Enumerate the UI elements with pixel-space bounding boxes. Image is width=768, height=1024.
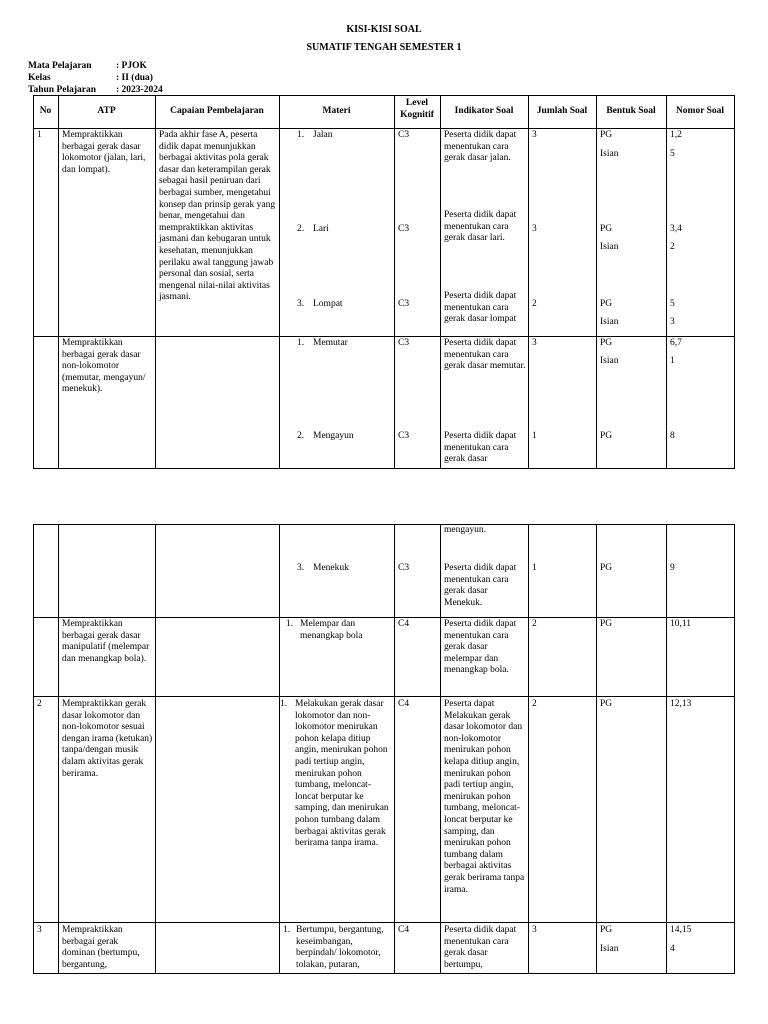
cell-indikator: Peserta didik dapat menentukan cara gerak dasar melempar dan menangkap bola. bbox=[444, 619, 517, 676]
header-no: No bbox=[39, 106, 52, 116]
cell-materi-num: 1. bbox=[297, 338, 305, 348]
cell-no: 3 bbox=[37, 925, 42, 935]
cell-level: C3 bbox=[398, 224, 410, 234]
cell-materi-num: 1. bbox=[283, 925, 291, 935]
cell-bentuk: Isian bbox=[600, 242, 619, 252]
cell-bentuk: PG bbox=[600, 338, 613, 348]
cell-materi-num: 1. bbox=[280, 699, 288, 709]
meta-value: : PJOK bbox=[116, 61, 147, 71]
cell-bentuk: PG bbox=[600, 431, 613, 441]
grid-line bbox=[58, 95, 59, 469]
cell-atp: Mempraktikkan berbagai gerak dasar manipulatif (melempar dan menangkap bola). bbox=[62, 619, 150, 664]
cell-nomor: 8 bbox=[670, 431, 675, 441]
grid-line bbox=[734, 95, 735, 469]
cell-materi: Memutar bbox=[313, 338, 348, 348]
cell-bentuk: PG bbox=[600, 925, 613, 935]
cell-atp: Mempraktikkan gerak dasar lokomotor dan non-lokomotor sesuai dengan irama (ketukan) tanpa/dengan musik dalam aktivitas gerak berirama. bbox=[62, 699, 153, 779]
header-bentuk: Bentuk Soal bbox=[606, 106, 656, 116]
grid-line bbox=[279, 95, 280, 469]
meta-value: : II (dua) bbox=[116, 73, 153, 83]
cell-jumlah: 1 bbox=[532, 563, 537, 573]
cell-nomor: 3 bbox=[670, 317, 675, 327]
cell-level: C3 bbox=[398, 299, 410, 309]
grid-line bbox=[33, 524, 735, 525]
cell-materi: Jalan bbox=[313, 130, 333, 140]
grid-line bbox=[666, 524, 667, 974]
cell-materi-num: 1. bbox=[297, 130, 305, 140]
cell-indikator: Peserta didik dapat menentukan cara gerak dasar bbox=[444, 431, 517, 465]
cell-bentuk: Isian bbox=[600, 317, 619, 327]
cell-indikator: Peserta didik dapat menentukan cara gerak dasar lompat bbox=[444, 291, 517, 325]
header-capaian: Capaian Pembelajaran bbox=[170, 106, 264, 116]
cell-jumlah: 2 bbox=[532, 619, 537, 629]
cell-materi-num: 3. bbox=[297, 299, 305, 309]
grid-line bbox=[33, 336, 735, 337]
cell-nomor: 9 bbox=[670, 563, 675, 573]
meta-class bbox=[28, 72, 153, 84]
cell-bentuk: Isian bbox=[600, 944, 619, 954]
cell-level: C3 bbox=[398, 130, 410, 140]
cell-bentuk: PG bbox=[600, 619, 613, 629]
cell-nomor: 6,7 bbox=[670, 338, 682, 348]
cell-jumlah: 2 bbox=[532, 699, 537, 709]
cell-materi: Melakukan gerak dasar lokomotor dan non-lokomotor menirukan pohon kelapa ditiup angin, menirukan pohon padi tertiup angin, menirukan pohon tumbang, meloncat-loncat berputar ke samping, dan menirukan pohon tumbang dalam berbagai aktivitas gerak berirama tanpa irama. bbox=[295, 699, 389, 849]
cell-no: 1 bbox=[37, 130, 42, 140]
cell-bentuk: PG bbox=[600, 299, 613, 309]
cell-nomor: 1,2 bbox=[670, 130, 682, 140]
cell-nomor: 4 bbox=[670, 944, 675, 954]
cell-nomor: 10,11 bbox=[670, 619, 692, 629]
header-indikator: Indikator Soal bbox=[454, 106, 514, 116]
cell-materi: Mengayun bbox=[313, 431, 354, 441]
grid-line bbox=[33, 128, 735, 129]
cell-bentuk: PG bbox=[600, 563, 613, 573]
header-atp: ATP bbox=[97, 106, 116, 116]
cell-indikator: Peserta didik dapat menentukan cara gerak dasar Menekuk. bbox=[444, 563, 517, 608]
cell-materi: Melempar dan menangkap bola bbox=[300, 619, 363, 641]
meta-subject bbox=[28, 60, 147, 72]
cell-no: 2 bbox=[37, 699, 42, 709]
grid-line bbox=[33, 922, 735, 923]
cell-capaian: Pada akhir fase A, peserta didik dapat menunjukkan berbagai aktivitas pola gerak dasar dan keterampilan gerak sebagai hasil peniruan dari berbagai sumber, mengetahui konsep dan prinsip gerak yang benar, mengetahui dan mempraktikkan aktivitas jasmani dan kebugaran untuk kesehatan, menunjukkan perilaku awal tanggung jawab personal dan sosial, serta mengenal nilai-nilai aktivitas jasmani. bbox=[159, 130, 276, 303]
document-title: KISI-KISI SOAL bbox=[346, 24, 422, 35]
grid-line bbox=[33, 973, 735, 974]
grid-line bbox=[528, 95, 529, 469]
cell-nomor: 14,15 bbox=[670, 925, 692, 935]
grid-line bbox=[33, 95, 735, 96]
grid-line bbox=[394, 95, 395, 469]
cell-indikator: Peserta didik dapat menentukan cara gerak dasar bertumpu, bbox=[444, 925, 517, 970]
meta-label: Tahun Pelajaran bbox=[28, 85, 97, 95]
cell-indikator-continued: mengayun. bbox=[444, 525, 486, 535]
grid-line bbox=[734, 524, 735, 974]
grid-line bbox=[279, 524, 280, 974]
cell-jumlah: 1 bbox=[532, 431, 537, 441]
grid-line bbox=[596, 524, 597, 974]
grid-line bbox=[528, 524, 529, 974]
cell-indikator: Peserta dapat Melakukan gerak dasar lokomotor dan non-lokomotor menirukan pohon kelapa ditiup angin, menirukan pohon padi tertiup angin, menirukan pohon tumbang, meloncat-loncat berputar ke samping, dan menirukan pohon tumbang dalam berbagai aktivitas gerak berirama tanpa irama. bbox=[444, 699, 525, 895]
cell-jumlah: 2 bbox=[532, 299, 537, 309]
grid-line bbox=[440, 524, 441, 974]
grid-line bbox=[440, 95, 441, 469]
header-nomor: Nomor Soal bbox=[675, 106, 725, 116]
cell-bentuk: PG bbox=[600, 130, 613, 140]
cell-materi-num: 1. bbox=[286, 619, 294, 629]
cell-indikator: Peserta didik dapat menentukan cara gerak dasar jalan. bbox=[444, 130, 517, 164]
cell-indikator: Peserta didik dapat menentukan cara gerak dasar memutar. bbox=[444, 338, 526, 372]
cell-nomor: 12,13 bbox=[670, 699, 692, 709]
cell-level: C4 bbox=[398, 699, 410, 709]
cell-atp: Mempraktikkan berbagai gerak dominan (bertumpu, bergantung, bbox=[62, 925, 140, 970]
cell-jumlah: 3 bbox=[532, 224, 537, 234]
grid-line bbox=[33, 95, 34, 469]
grid-line bbox=[33, 617, 735, 618]
cell-bentuk: PG bbox=[600, 699, 613, 709]
cell-nomor: 1 bbox=[670, 356, 675, 366]
cell-nomor: 5 bbox=[670, 299, 675, 309]
cell-level: C4 bbox=[398, 925, 410, 935]
cell-materi-num: 2. bbox=[297, 224, 305, 234]
grid-line bbox=[33, 524, 34, 974]
cell-level: C4 bbox=[398, 619, 410, 629]
cell-nomor: 2 bbox=[670, 242, 675, 252]
cell-level: C3 bbox=[398, 431, 410, 441]
cell-level: C3 bbox=[398, 563, 410, 573]
grid-line bbox=[666, 95, 667, 469]
cell-bentuk: Isian bbox=[600, 356, 619, 366]
cell-bentuk: PG bbox=[600, 224, 613, 234]
cell-materi-num: 3. bbox=[297, 563, 305, 573]
cell-bentuk: Isian bbox=[600, 149, 619, 159]
cell-level: C3 bbox=[398, 338, 410, 348]
cell-nomor: 3,4 bbox=[670, 224, 682, 234]
cell-materi: Lompat bbox=[313, 299, 343, 309]
cell-atp: Mempraktikkan berbagai gerak dasar lokomotor (jalan, lari, dan lompat). bbox=[62, 130, 146, 175]
cell-materi-num: 2. bbox=[297, 431, 305, 441]
cell-atp: Mempraktikkan berbagai gerak dasar non-lokomotor (memutar, mengayun/ menekuk). bbox=[62, 338, 146, 395]
grid-line bbox=[33, 696, 735, 697]
cell-jumlah: 3 bbox=[532, 925, 537, 935]
header-level: Level Kognitif bbox=[400, 98, 434, 120]
meta-value: : 2023-2024 bbox=[116, 85, 163, 95]
document-subtitle: SUMATIF TENGAH SEMESTER 1 bbox=[306, 42, 462, 53]
grid-line bbox=[155, 95, 156, 469]
cell-jumlah: 3 bbox=[532, 130, 537, 140]
cell-jumlah: 3 bbox=[532, 338, 537, 348]
cell-materi: Lari bbox=[313, 224, 329, 234]
header-materi: Materi bbox=[322, 106, 351, 116]
grid-line bbox=[596, 95, 597, 469]
cell-materi: Bertumpu, bergantung, keseimbangan, berpindah/ lokomotor, tolakan, putaran, bbox=[296, 925, 384, 970]
meta-label: Mata Pelajaran bbox=[28, 61, 92, 71]
grid-line bbox=[33, 468, 735, 469]
grid-line bbox=[394, 524, 395, 974]
grid-line bbox=[58, 524, 59, 974]
header-jumlah: Jumlah Soal bbox=[536, 106, 588, 116]
meta-label: Kelas bbox=[28, 73, 51, 83]
grid-line bbox=[155, 524, 156, 974]
cell-materi: Menekuk bbox=[313, 563, 349, 573]
cell-nomor: 5 bbox=[670, 149, 675, 159]
cell-indikator: Peserta didik dapat menentukan cara gerak dasar lari. bbox=[444, 210, 517, 244]
